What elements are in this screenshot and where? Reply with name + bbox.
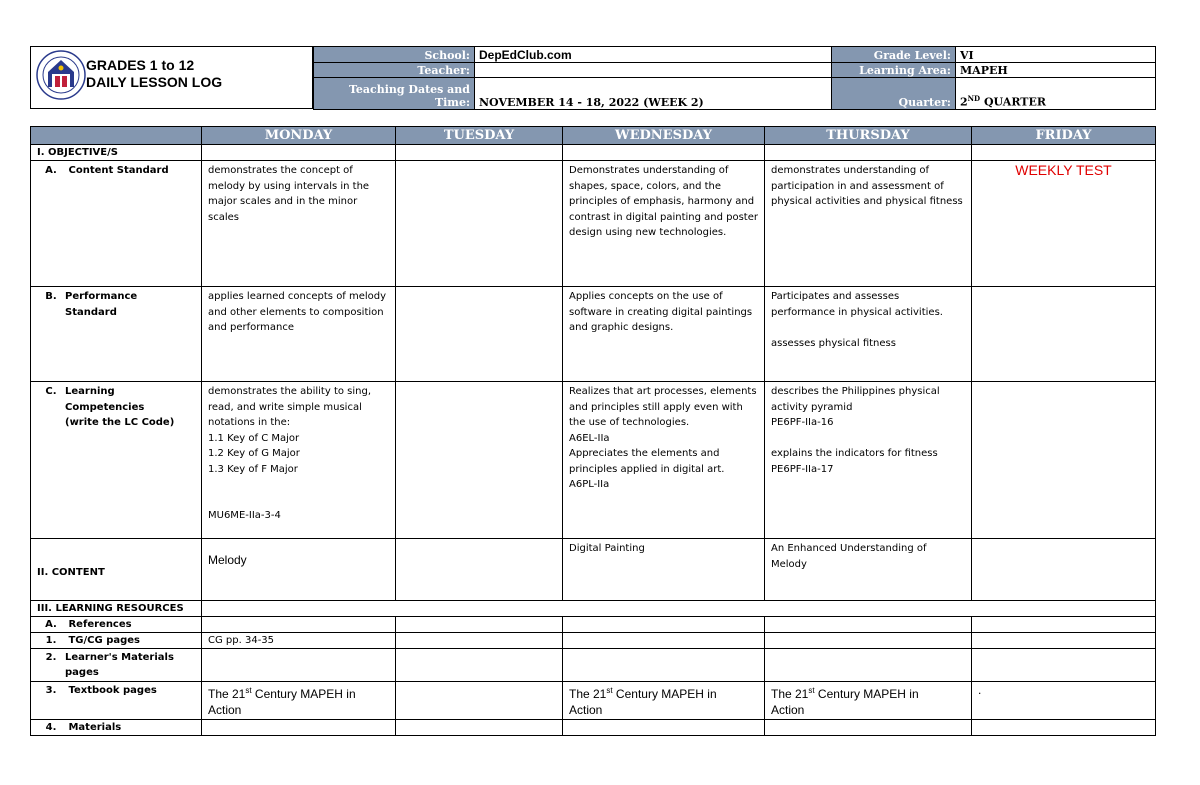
textbook-pages-friday: .: [972, 682, 1156, 720]
row-letter: C.: [45, 386, 57, 397]
quarter-word: QUARTER: [980, 96, 1046, 109]
table-cell: [765, 720, 972, 736]
row-label-line: Competencies: [65, 401, 145, 413]
row-letter: A.: [45, 619, 57, 630]
log-title-line2: DAILY LESSON LOG: [86, 74, 223, 90]
learning-competencies-monday: demonstrates the ability to sing, read, and write simple musical notations in the: 1.1 Key of C Major 1.2 Key of G Major 1.3 Key of F Major MU6ME-IIa-3-4: [202, 382, 396, 539]
textbook-pages-tuesday: [396, 682, 563, 720]
day-header-monday: MONDAY: [202, 127, 396, 145]
teacher-value: [475, 63, 832, 78]
row-label-text: Content Standard: [68, 165, 169, 176]
learning-resources-label: III. LEARNING RESOURCES: [31, 601, 202, 617]
quarter-value: [956, 78, 1156, 110]
book-title-end: Century MAPEH in: [814, 687, 919, 701]
quarter-number: 2: [960, 96, 968, 109]
content-standard-wednesday: Demonstrates understanding of shapes, space, colors, and the principles of emphasis, harmony and contrast in digital painting and poster design using new technologies.: [563, 161, 765, 287]
grade-level-label: Grade Level:: [832, 47, 956, 63]
table-cell: [765, 649, 972, 682]
row-number: 4.: [45, 722, 57, 733]
content-standard-monday: demonstrates the concept of melody by using intervals in the major scales and in the minor scales: [202, 161, 396, 287]
content-section-label: II. CONTENT: [31, 539, 202, 601]
learning-competencies-wednesday: Realizes that art processes, elements and principles still apply even with the use of technologies. A6EL-IIa Appreciates the elements and principles applied in digital art. A6PL-IIa: [563, 382, 765, 539]
learning-competencies-row: [31, 382, 1156, 539]
book-title-line2: Action: [569, 702, 603, 717]
row-label-text: [65, 650, 174, 680]
learning-competencies-friday: [972, 382, 1156, 539]
book-title-end: Century MAPEH in: [612, 687, 717, 701]
row-label-text: Textbook pages: [68, 685, 157, 696]
table-cell: [765, 145, 972, 161]
row-label-text: [65, 384, 174, 431]
table-cell: [396, 145, 563, 161]
corner-header-cell: [31, 127, 202, 145]
table-cell: [396, 617, 563, 633]
table-cell: [972, 649, 1156, 682]
learning-resources-row: [31, 601, 1156, 617]
row-label-text: TG/CG pages: [68, 635, 140, 646]
table-cell: [563, 649, 765, 682]
performance-standard-label: [31, 287, 202, 382]
performance-standard-row: [31, 287, 1156, 382]
table-cell: [202, 145, 396, 161]
row-letter: A.: [45, 165, 57, 176]
table-cell: [202, 617, 396, 633]
textbook-pages-wednesday: [563, 682, 765, 720]
book-title-line2: Action: [208, 702, 242, 717]
textbook-pages-monday: [202, 682, 396, 720]
table-cell: [396, 720, 563, 736]
table-cell: [202, 601, 1156, 617]
content-tuesday: [396, 539, 563, 601]
row-label-line: pages: [65, 667, 99, 678]
book-title-ordinal: st: [606, 686, 613, 695]
day-header-thursday: THURSDAY: [765, 127, 972, 145]
table-cell: [765, 617, 972, 633]
day-header-tuesday: TUESDAY: [396, 127, 563, 145]
content-friday: [972, 539, 1156, 601]
content-wednesday: Digital Painting: [563, 539, 765, 601]
row-label-line: (write the LC Code): [65, 417, 175, 428]
quarter-suffix: ND: [967, 94, 981, 104]
book-title-end: Century MAPEH in: [251, 687, 356, 701]
book-title-start: The 21: [569, 687, 607, 701]
book-title-ordinal: st: [808, 686, 815, 695]
learning-competencies-label: [31, 382, 202, 539]
references-row: [31, 617, 1156, 633]
row-label-line: Learner's Materials: [65, 652, 174, 663]
table-cell: [765, 633, 972, 649]
row-letter: B.: [45, 291, 57, 302]
table-cell: [563, 720, 765, 736]
tg-cg-pages-monday: CG pp. 34-35: [202, 633, 396, 649]
book-title-start: The 21: [771, 687, 809, 701]
header-title-box: [30, 46, 313, 109]
materials-row: [31, 720, 1156, 736]
content-standard-row: [31, 161, 1156, 287]
performance-standard-tuesday: [396, 287, 563, 382]
content-standard-tuesday: [396, 161, 563, 287]
book-title-start: The 21: [208, 687, 246, 701]
day-header-wednesday: WEDNESDAY: [563, 127, 765, 145]
deped-seal-icon: [36, 50, 86, 100]
row-label-text: [65, 289, 137, 320]
book-title-line2: Action: [771, 702, 805, 717]
performance-standard-friday: [972, 287, 1156, 382]
table-cell: [563, 617, 765, 633]
learning-competencies-tuesday: [396, 382, 563, 539]
row-number: 3.: [45, 685, 57, 696]
table-cell: [202, 720, 396, 736]
teaching-dates-label-line1: Teaching Dates and: [348, 83, 470, 96]
content-monday: Melody: [202, 539, 396, 601]
quarter-label: Quarter:: [832, 78, 956, 110]
lesson-log-table: [30, 126, 1156, 736]
log-title: [86, 57, 222, 91]
teacher-label: Teacher:: [314, 63, 475, 78]
performance-standard-wednesday: Applies concepts on the use of software in creating digital paintings and graphic designs.: [563, 287, 765, 382]
materials-label: [31, 720, 202, 736]
table-cell: [563, 145, 765, 161]
content-standard-label: [31, 161, 202, 287]
row-number: 1.: [45, 635, 57, 646]
content-thursday: An Enhanced Understanding of Melody: [765, 539, 972, 601]
learning-area-label: Learning Area:: [832, 63, 956, 78]
log-title-line1: GRADES 1 to 12: [86, 57, 195, 73]
learners-materials-row: [31, 649, 1156, 682]
table-cell: [202, 649, 396, 682]
row-number: 2.: [45, 652, 57, 663]
row-label-line: Learning: [65, 386, 115, 397]
table-cell: [396, 633, 563, 649]
tg-cg-pages-row: [31, 633, 1156, 649]
row-label-text: Materials: [68, 722, 122, 733]
row-label-text: References: [68, 619, 132, 630]
learning-competencies-thursday: describes the Philippines physical activity pyramid PE6PF-IIa-16 explains the indicators for fitness PE6PF-IIa-17: [765, 382, 972, 539]
table-cell: [972, 633, 1156, 649]
school-label: School:: [314, 47, 475, 63]
table-cell: [396, 649, 563, 682]
learning-area-value: MAPEH: [956, 63, 1156, 78]
performance-standard-thursday: Participates and assesses performance in physical activities. assesses physical fitness: [765, 287, 972, 382]
teaching-dates-label: [314, 78, 475, 110]
teaching-dates-label-line2: Time:: [434, 96, 470, 109]
table-cell: [563, 633, 765, 649]
textbook-pages-label: [31, 682, 202, 720]
book-title-ordinal: st: [245, 686, 252, 695]
references-label: [31, 617, 202, 633]
row-label-line: Performance: [65, 291, 138, 302]
grade-level-value: VI: [956, 47, 1156, 63]
textbook-pages-row: [31, 682, 1156, 720]
table-cell: [972, 617, 1156, 633]
tg-cg-pages-label: [31, 633, 202, 649]
school-value: DepEdClub.com: [475, 47, 832, 63]
table-cell: [972, 145, 1156, 161]
header-info-table: [313, 46, 1156, 110]
day-header-friday: FRIDAY: [972, 127, 1156, 145]
teaching-dates-value: NOVEMBER 14 - 18, 2022 (WEEK 2): [475, 78, 832, 110]
textbook-pages-thursday: [765, 682, 972, 720]
row-label-line: Standard: [65, 306, 117, 318]
learners-materials-label: [31, 649, 202, 682]
weekly-test-label: WEEKLY TEST: [972, 161, 1156, 287]
performance-standard-monday: applies learned concepts of melody and other elements to composition and performance: [202, 287, 396, 382]
content-standard-thursday: demonstrates understanding of participation in and assessment of physical activities and physical fitness: [765, 161, 972, 287]
objectives-section-label: I. OBJECTIVE/S: [31, 145, 202, 161]
objectives-section-row: [31, 145, 1156, 161]
table-cell: [972, 720, 1156, 736]
content-row: [31, 539, 1156, 601]
